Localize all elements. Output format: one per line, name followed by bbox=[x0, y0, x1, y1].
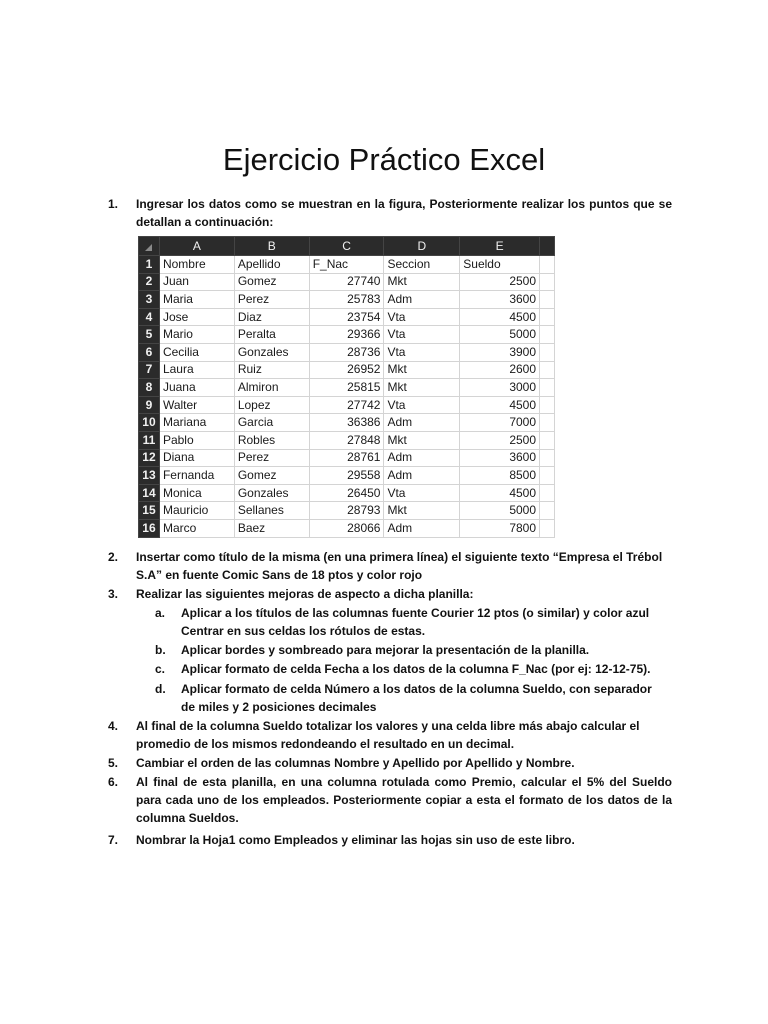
cell[interactable]: Vta bbox=[384, 343, 460, 361]
column-header-d[interactable]: D bbox=[384, 237, 460, 256]
cell[interactable]: 3600 bbox=[460, 449, 540, 467]
row-header[interactable]: 1 bbox=[139, 256, 160, 274]
cell[interactable]: Gomez bbox=[234, 467, 309, 485]
instruction-item-5 bbox=[108, 754, 672, 772]
cell[interactable]: 8500 bbox=[460, 467, 540, 485]
cell[interactable] bbox=[540, 467, 555, 485]
cell[interactable]: 27848 bbox=[309, 431, 384, 449]
cell[interactable]: 7800 bbox=[460, 519, 540, 537]
cell[interactable]: Fernanda bbox=[159, 467, 234, 485]
item-number: 2. bbox=[108, 550, 119, 564]
cell[interactable]: Adm bbox=[384, 291, 460, 309]
cell[interactable] bbox=[234, 537, 309, 538]
spreadsheet-table bbox=[138, 236, 555, 538]
cell[interactable]: 25783 bbox=[309, 291, 384, 309]
cell[interactable]: Mkt bbox=[384, 379, 460, 397]
cell[interactable] bbox=[540, 431, 555, 449]
sub-item-letter: d. bbox=[155, 682, 166, 696]
row-header[interactable]: 12 bbox=[139, 449, 160, 467]
cell[interactable] bbox=[540, 379, 555, 397]
item-text: Nombrar la Hoja1 como Empleados y eliminar las hojas sin uso de este libro. bbox=[136, 833, 575, 847]
cell[interactable] bbox=[540, 256, 555, 274]
select-all-corner[interactable] bbox=[139, 237, 160, 256]
cell[interactable]: Adm bbox=[384, 449, 460, 467]
spreadsheet-figure bbox=[138, 236, 555, 538]
cell[interactable]: Mariana bbox=[159, 414, 234, 432]
cell[interactable]: Mauricio bbox=[159, 502, 234, 520]
cell[interactable]: 3600 bbox=[460, 291, 540, 309]
item-text: Al final de la columna Sueldo totalizar los valores y una celda libre más abajo calcular el promedio de los mismos redondeando el resultado en un decimal. bbox=[136, 719, 640, 751]
cell[interactable] bbox=[540, 502, 555, 520]
cell[interactable] bbox=[540, 291, 555, 309]
cell[interactable]: Vta bbox=[384, 396, 460, 414]
item-number: 1. bbox=[108, 197, 119, 211]
cell[interactable]: Pablo bbox=[159, 431, 234, 449]
column-header-a[interactable]: A bbox=[159, 237, 234, 256]
table-row bbox=[139, 396, 555, 414]
sub-item-c bbox=[155, 660, 665, 678]
cell[interactable]: Juan bbox=[159, 273, 234, 291]
cell[interactable]: 4500 bbox=[460, 308, 540, 326]
column-header-e[interactable]: E bbox=[460, 237, 540, 256]
cell[interactable]: Nombre bbox=[159, 256, 234, 274]
sub-item-b bbox=[155, 641, 665, 659]
instruction-item-1 bbox=[108, 195, 672, 231]
cell[interactable]: Gomez bbox=[234, 273, 309, 291]
table-row bbox=[139, 537, 555, 538]
table-row bbox=[139, 291, 555, 309]
cell[interactable]: Ruiz bbox=[234, 361, 309, 379]
cell[interactable]: Almiron bbox=[234, 379, 309, 397]
row-header[interactable]: 9 bbox=[139, 396, 160, 414]
column-header-row bbox=[139, 237, 555, 256]
cell[interactable]: Adm bbox=[384, 414, 460, 432]
cell[interactable]: Vta bbox=[384, 326, 460, 344]
row-header[interactable]: 10 bbox=[139, 414, 160, 432]
table-row bbox=[139, 361, 555, 379]
cell[interactable]: 25815 bbox=[309, 379, 384, 397]
cell[interactable]: 29558 bbox=[309, 467, 384, 485]
table-row bbox=[139, 431, 555, 449]
cell[interactable]: 4500 bbox=[460, 484, 540, 502]
cell[interactable] bbox=[540, 519, 555, 537]
cell[interactable]: Monica bbox=[159, 484, 234, 502]
cell[interactable]: Perez bbox=[234, 449, 309, 467]
instruction-item-7 bbox=[108, 831, 672, 849]
cell[interactable]: F_Nac bbox=[309, 256, 384, 274]
column-header-f[interactable] bbox=[540, 237, 555, 256]
sub-item-text: Aplicar a los títulos de las columnas fuente Courier 12 ptos (o similar) y color azul Centrar en sus celdas los rótulos de estas. bbox=[181, 606, 650, 638]
cell[interactable]: 2600 bbox=[460, 361, 540, 379]
cell[interactable]: Mkt bbox=[384, 502, 460, 520]
row-header[interactable]: 2 bbox=[139, 273, 160, 291]
cell[interactable] bbox=[540, 449, 555, 467]
cell[interactable]: 29366 bbox=[309, 326, 384, 344]
table-row bbox=[139, 449, 555, 467]
cell[interactable]: Mario bbox=[159, 326, 234, 344]
cell[interactable]: Mkt bbox=[384, 431, 460, 449]
cell[interactable]: Cecilia bbox=[159, 343, 234, 361]
table-row-header bbox=[139, 256, 555, 274]
cell[interactable]: 26450 bbox=[309, 484, 384, 502]
cell[interactable]: Garcia bbox=[234, 414, 309, 432]
table-row bbox=[139, 467, 555, 485]
cell[interactable]: 2500 bbox=[460, 273, 540, 291]
cell[interactable]: 27740 bbox=[309, 273, 384, 291]
instruction-item-6 bbox=[108, 773, 672, 827]
sub-item-text: Aplicar bordes y sombreado para mejorar la presentación de la planilla. bbox=[181, 643, 590, 657]
item-text: Al final de esta planilla, en una columna rotulada como Premio, calcular el 5% del Sueldo para cada uno de los empleados. Posteriormente copiar a esta el formato de los datos de la columna Sueldos. bbox=[136, 775, 672, 825]
cell[interactable]: 28736 bbox=[309, 343, 384, 361]
cell[interactable]: Diaz bbox=[234, 308, 309, 326]
row-header[interactable]: 8 bbox=[139, 379, 160, 397]
column-header-c[interactable]: C bbox=[309, 237, 384, 256]
sub-item-letter: b. bbox=[155, 643, 166, 657]
cell[interactable] bbox=[540, 273, 555, 291]
cell[interactable] bbox=[460, 537, 540, 538]
cell[interactable] bbox=[540, 308, 555, 326]
cell[interactable]: 26952 bbox=[309, 361, 384, 379]
cell[interactable]: 27742 bbox=[309, 396, 384, 414]
cell[interactable]: Robles bbox=[234, 431, 309, 449]
cell[interactable]: Seccion bbox=[384, 256, 460, 274]
sub-item-text: Aplicar formato de celda Fecha a los datos de la columna F_Nac (por ej: 12-12-75). bbox=[181, 662, 651, 676]
row-header[interactable]: 16 bbox=[139, 519, 160, 537]
cell[interactable]: Diana bbox=[159, 449, 234, 467]
cell[interactable]: Adm bbox=[384, 519, 460, 537]
row-header[interactable]: 3 bbox=[139, 291, 160, 309]
cell[interactable]: Juana bbox=[159, 379, 234, 397]
cell[interactable]: 7000 bbox=[460, 414, 540, 432]
cell[interactable]: Laura bbox=[159, 361, 234, 379]
cell[interactable]: Gonzales bbox=[234, 343, 309, 361]
cell[interactable]: Mkt bbox=[384, 361, 460, 379]
sub-item-letter: a. bbox=[155, 606, 166, 620]
row-header[interactable]: 14 bbox=[139, 484, 160, 502]
cell[interactable] bbox=[384, 537, 460, 538]
sub-item-text: Aplicar formato de celda Número a los datos de la columna Sueldo, con separador de miles y 2 posiciones decimales bbox=[181, 682, 652, 714]
table-row bbox=[139, 326, 555, 344]
sub-item-a bbox=[155, 604, 665, 640]
item-number: 6. bbox=[108, 775, 119, 789]
cell[interactable] bbox=[159, 537, 234, 538]
cell[interactable]: Peralta bbox=[234, 326, 309, 344]
cell[interactable]: Jose bbox=[159, 308, 234, 326]
cell[interactable]: Baez bbox=[234, 519, 309, 537]
cell[interactable] bbox=[540, 414, 555, 432]
cell[interactable]: Walter bbox=[159, 396, 234, 414]
row-header[interactable]: 7 bbox=[139, 361, 160, 379]
item-text: Ingresar los datos como se muestran en la figura, Posteriormente realizar los puntos que se detallan a continuación: bbox=[136, 197, 672, 229]
cell[interactable] bbox=[540, 537, 555, 538]
sub-item-d bbox=[155, 680, 665, 716]
cell[interactable] bbox=[540, 361, 555, 379]
corner-triangle-icon bbox=[145, 244, 152, 251]
item-number: 7. bbox=[108, 833, 119, 847]
row-header[interactable]: 11 bbox=[139, 431, 160, 449]
table-row bbox=[139, 308, 555, 326]
page-title: Ejercicio Práctico Excel bbox=[222, 142, 546, 177]
cell[interactable]: Marco bbox=[159, 519, 234, 537]
table-row bbox=[139, 343, 555, 361]
instruction-item-2 bbox=[108, 548, 672, 584]
cell[interactable]: 28066 bbox=[309, 519, 384, 537]
column-header-b[interactable]: B bbox=[234, 237, 309, 256]
row-header[interactable]: 4 bbox=[139, 308, 160, 326]
cell[interactable]: 28761 bbox=[309, 449, 384, 467]
table-row bbox=[139, 414, 555, 432]
item-text: Cambiar el orden de las columnas Nombre y Apellido por Apellido y Nombre. bbox=[136, 756, 575, 770]
cell[interactable]: Vta bbox=[384, 308, 460, 326]
instruction-item-4 bbox=[108, 717, 672, 753]
row-header[interactable]: 6 bbox=[139, 343, 160, 361]
cell[interactable]: 4500 bbox=[460, 396, 540, 414]
table-row bbox=[139, 484, 555, 502]
cell[interactable]: 5000 bbox=[460, 326, 540, 344]
item-number: 4. bbox=[108, 719, 119, 733]
row-header[interactable] bbox=[139, 537, 160, 538]
item-number: 3. bbox=[108, 587, 119, 601]
cell[interactable]: 23754 bbox=[309, 308, 384, 326]
table-row bbox=[139, 519, 555, 537]
instruction-item-3 bbox=[108, 585, 672, 603]
cell[interactable] bbox=[540, 343, 555, 361]
cell[interactable]: 3900 bbox=[460, 343, 540, 361]
cell[interactable] bbox=[540, 326, 555, 344]
cell[interactable]: Sellanes bbox=[234, 502, 309, 520]
cell[interactable]: 5000 bbox=[460, 502, 540, 520]
row-header[interactable]: 13 bbox=[139, 467, 160, 485]
cell[interactable]: Sueldo bbox=[460, 256, 540, 274]
item-text: Insertar como título de la misma (en una primera línea) el siguiente texto “Empresa el Trébol S.A” en fuente Comic Sans de 18 ptos y color rojo bbox=[136, 550, 663, 582]
cell[interactable]: Maria bbox=[159, 291, 234, 309]
cell[interactable]: Adm bbox=[384, 467, 460, 485]
table-row bbox=[139, 379, 555, 397]
row-header[interactable]: 15 bbox=[139, 502, 160, 520]
cell[interactable]: Perez bbox=[234, 291, 309, 309]
cell[interactable]: 28793 bbox=[309, 502, 384, 520]
cell[interactable]: Apellido bbox=[234, 256, 309, 274]
cell[interactable]: Gonzales bbox=[234, 484, 309, 502]
cell[interactable]: 2500 bbox=[460, 431, 540, 449]
item-text: Realizar las siguientes mejoras de aspecto a dicha planilla: bbox=[136, 587, 474, 601]
cell[interactable]: 36386 bbox=[309, 414, 384, 432]
cell[interactable]: Vta bbox=[384, 484, 460, 502]
item-number: 5. bbox=[108, 756, 119, 770]
sub-item-letter: c. bbox=[155, 662, 166, 676]
table-row bbox=[139, 273, 555, 291]
cell[interactable] bbox=[540, 396, 555, 414]
cell[interactable]: 3000 bbox=[460, 379, 540, 397]
row-header[interactable]: 5 bbox=[139, 326, 160, 344]
cell[interactable]: Mkt bbox=[384, 273, 460, 291]
cell[interactable]: Lopez bbox=[234, 396, 309, 414]
cell[interactable] bbox=[540, 484, 555, 502]
cell[interactable] bbox=[309, 537, 384, 538]
table-row bbox=[139, 502, 555, 520]
